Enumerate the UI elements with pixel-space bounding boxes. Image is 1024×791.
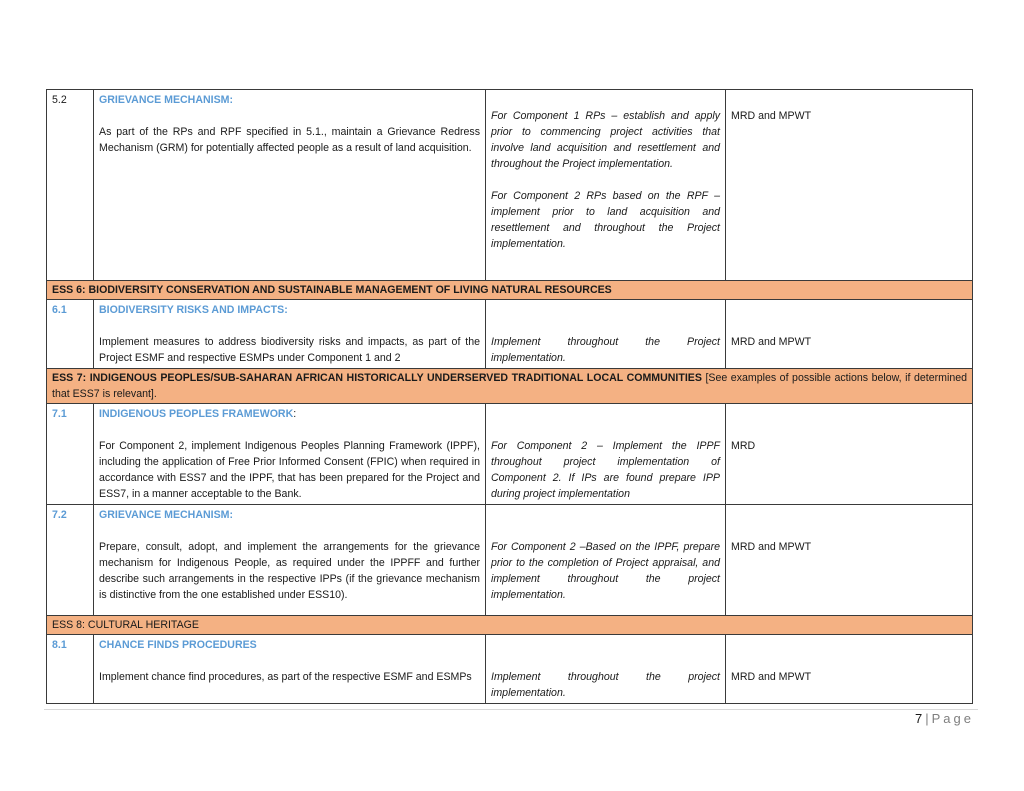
commitment-table [46, 89, 973, 704]
responsibility-cell [726, 505, 973, 616]
row-number: 5.2 [47, 90, 94, 281]
section-header: ESS 8: CULTURAL HERITAGE [47, 616, 973, 635]
timeframe-cell [486, 300, 726, 369]
timeframe-cell [486, 404, 726, 505]
measure-cell [94, 300, 486, 369]
measure-text: As part of the RPs and RPF specified in 5.1., maintain a Grievance Redress Mechanism (GRM) for potentially affected people as a result of land acquisition. [99, 126, 480, 154]
responsibility-text: MRD and MPWT [731, 336, 812, 348]
page-number: 7 | Page [915, 711, 974, 726]
measure-text: For Component 2, implement Indigenous Peoples Planning Framework (IPPF), including the application of Free Prior Informed Consent (FPIC) when required in accordance with ESS7 and the IPPF, that has been prepared for the Project and ESS7, in a manner acceptable to the Bank. [99, 440, 480, 500]
measure-heading: BIODIVERSITY RISKS AND IMPACTS: [99, 304, 288, 316]
responsibility-cell [726, 90, 973, 281]
table-row [47, 404, 973, 505]
measure-heading: CHANCE FINDS PROCEDURES [99, 639, 257, 651]
measure-heading: GRIEVANCE MECHANISM: [99, 509, 233, 521]
section-header: ESS 7: INDIGENOUS PEOPLES/SUB-SAHARAN AFRICAN HISTORICALLY UNDERSERVED TRADITIONAL LOCAL COMMUNITIES [See examples of possible actions below, if determined that ESS7 is relevant]. [47, 369, 973, 404]
measure-cell [94, 635, 486, 704]
footer-divider [44, 709, 978, 710]
responsibility-text: MRD and MPWT [731, 671, 812, 683]
table-row [47, 505, 973, 616]
row-number: 7.2 [47, 505, 94, 616]
timeframe-text: Implement throughout the project implementation. [491, 671, 720, 699]
section-header-row [47, 369, 973, 404]
timeframe-text: For Component 2 RPs based on the RPF – implement prior to land acquisition and resettlement and throughout the Project implementation. [491, 190, 720, 250]
responsibility-text: MRD [731, 440, 756, 452]
responsibility-cell [726, 404, 973, 505]
row-number: 8.1 [47, 635, 94, 704]
section-header: ESS 6: BIODIVERSITY CONSERVATION AND SUSTAINABLE MANAGEMENT OF LIVING NATURAL RESOURCES [47, 281, 973, 300]
measure-cell [94, 90, 486, 281]
table-row [47, 635, 973, 704]
measure-text: Implement chance find procedures, as part of the respective ESMF and ESMPs [99, 671, 472, 683]
timeframe-text: For Component 1 RPs – establish and apply prior to commencing project activities that involve land acquisition and resettlement and throughout the Project implementation. [491, 110, 720, 170]
measure-cell [94, 404, 486, 505]
timeframe-text: Implement throughout the Project implementation. [491, 336, 720, 364]
responsibility-text: MRD and MPWT [731, 541, 812, 553]
timeframe-text: For Component 2 – Implement the IPPF throughout project implementation of Component 2. If IPs are found prepare IPP during project implementation [491, 440, 720, 500]
measure-text: Implement measures to address biodiversity risks and impacts, as part of the Project ESMF and respective ESMPs under Component 1 and 2 [99, 336, 480, 364]
timeframe-cell [486, 90, 726, 281]
row-number: 6.1 [47, 300, 94, 369]
responsibility-text: MRD and MPWT [731, 110, 812, 122]
table-row [47, 300, 973, 369]
table-row [47, 90, 973, 281]
timeframe-cell [486, 635, 726, 704]
responsibility-cell [726, 635, 973, 704]
section-header-row [47, 281, 973, 300]
row-number: 7.1 [47, 404, 94, 505]
measure-heading: GRIEVANCE MECHANISM: [99, 94, 233, 106]
timeframe-text: For Component 2 –Based on the IPPF, prepare prior to the completion of Project appraisal, and implement throughout the project implementation. [491, 541, 720, 601]
measure-heading: INDIGENOUS PEOPLES FRAMEWORK: [99, 408, 297, 420]
measure-text: Prepare, consult, adopt, and implement the arrangements for the grievance mechanism for Indigenous People, as required under the IPPFF and further describe such arrangements in the respective IPPs (if the grievance mechanism is distinctive from the one established under ESS10). [99, 541, 480, 601]
measure-cell [94, 505, 486, 616]
section-header-row [47, 616, 973, 635]
timeframe-cell [486, 505, 726, 616]
responsibility-cell [726, 300, 973, 369]
